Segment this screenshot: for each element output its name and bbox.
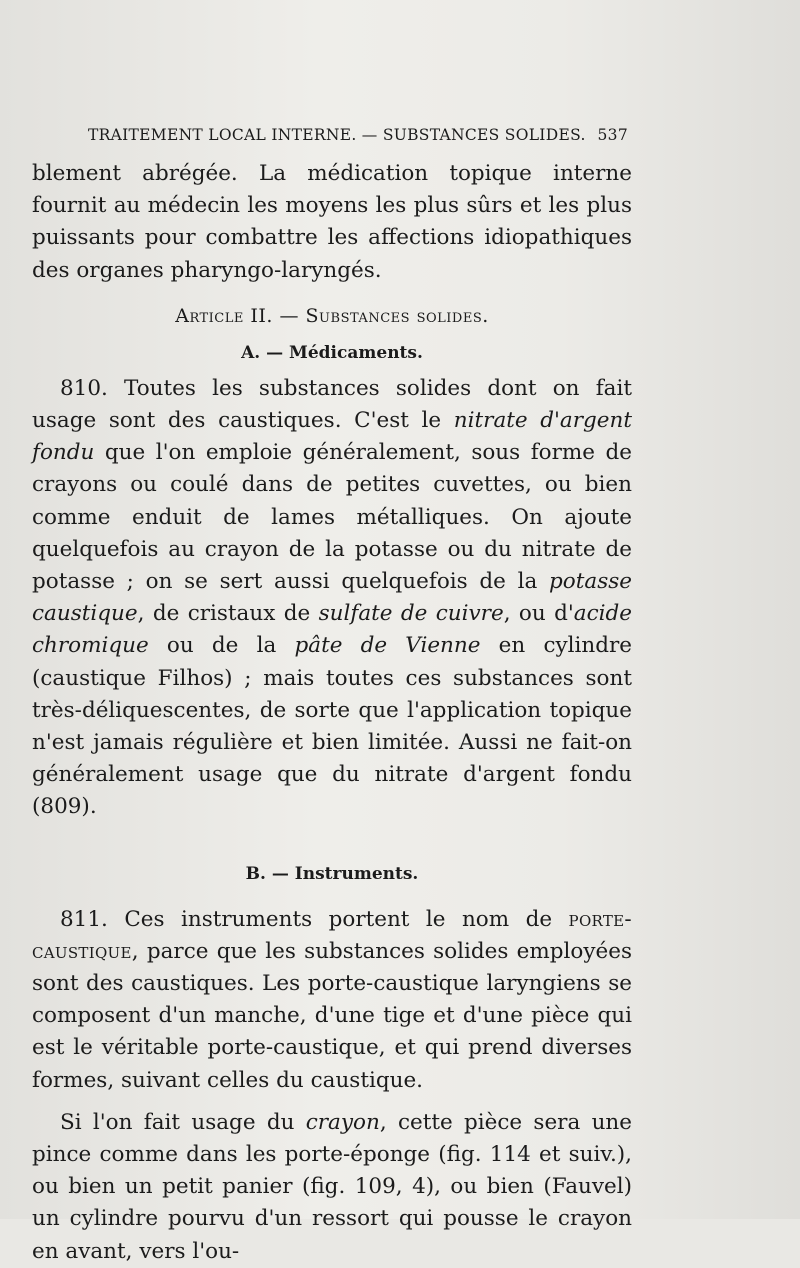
p811-smallcaps: porte-caustique bbox=[32, 906, 632, 964]
p810-text-d: , ou d' bbox=[503, 601, 574, 627]
text-block bbox=[32, 158, 632, 1268]
running-head bbox=[88, 126, 628, 144]
paragraph-810 bbox=[32, 373, 632, 824]
article-heading: Article II. — Substances solides. bbox=[175, 304, 489, 327]
p811-text-a: 811. Ces instruments portent le nom de bbox=[60, 906, 569, 932]
intro-paragraph: blement abrégée. La médication topique interne fournit au médecin les moyens les plus sûrs et les plus puissants pour combattre les affections idiopathiques des organes pharyngo-laryngés. bbox=[32, 161, 632, 283]
p810-text-e: ou de la bbox=[148, 633, 295, 659]
p810-text-b: que l'on emploie généralement, sous forme de crayons ou coulé dans de petites cuvettes, ou bien comme enduit de lames métalliques. On ajoute quelquefois au crayon de la potasse ou du nitrate de potasse ; on se sert aussi quelquefois de la bbox=[32, 440, 632, 595]
section-a-heading: A. — Médicaments. bbox=[241, 342, 423, 363]
pcrayon-italic: crayon bbox=[305, 1109, 380, 1135]
p810-italic-1: nitrate d'argent fondu bbox=[32, 408, 632, 466]
p810-text-f: en cylindre (caustique Filhos) ; mais toutes ces substances sont très-déliquescentes, de sorte que l'application topique n'est jamais régulière et bien limitée. Aussi ne fait-on généralement usage que du nitrate d'argent fondu (809). bbox=[32, 633, 633, 820]
section-b-heading: B. — Instruments. bbox=[245, 863, 419, 884]
pcrayon-text-a: Si l'on fait usage du bbox=[60, 1109, 306, 1135]
p811-text-b: , parce que les substances solides employées sont des caustiques. Les porte-caustique laryngiens se composent d'un manche, d'une tige et d'une pièce qui est le véritable porte-caustique, et qui prend diverses formes, suivant celles du caustique. bbox=[32, 938, 632, 1093]
running-title: TRAITEMENT LOCAL INTERNE. — SUBSTANCES SOLIDES. bbox=[88, 126, 586, 144]
pcrayon-text-b: , cette pièce sera une pince comme dans les porte-éponge (fig. 114 et suiv.), ou bien un petit panier (fig. 109, 4), ou bien (Fauvel) un cylindre pourvu d'un ressort qui pousse le crayon en avant, vers l'ou- bbox=[32, 1109, 632, 1264]
page-number: 537 bbox=[597, 126, 628, 144]
paragraph-811 bbox=[32, 904, 632, 1097]
p810-italic-4: acide chromique bbox=[32, 601, 632, 659]
p810-italic-2: potasse caustique bbox=[32, 569, 632, 627]
p810-text-c: , de cristaux de bbox=[137, 601, 319, 627]
p810-italic-3: sulfate de cuivre bbox=[318, 601, 504, 627]
paragraph-crayon bbox=[32, 1107, 632, 1268]
p810-text-a: 810. Toutes les substances solides dont on fait usage sont des caustiques. C'est le bbox=[32, 375, 632, 434]
p810-italic-5: pâte de Vienne bbox=[294, 633, 481, 659]
